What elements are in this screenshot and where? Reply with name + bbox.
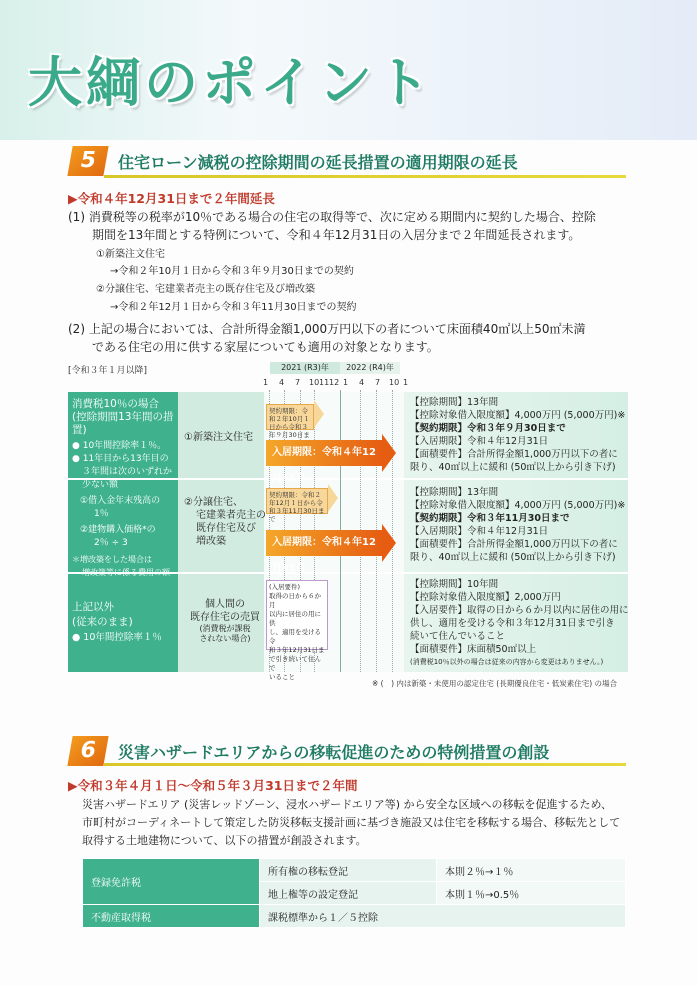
row3-detail: 【面積要件】床面積50㎡以上 bbox=[410, 644, 537, 655]
year-2021: 2021 (R3)年 bbox=[270, 362, 340, 374]
row3-label bbox=[186, 598, 264, 644]
row1-label: ①新築注文住宅 bbox=[184, 432, 253, 443]
row3-req-line: で引き続いて住んで bbox=[269, 655, 321, 672]
row1-detail: 【面積要件】合計所得金額1,000万円以下の者に bbox=[410, 449, 618, 460]
tax-name-cell: 不動産取得税 bbox=[83, 905, 260, 928]
month-scale bbox=[255, 378, 415, 390]
left-top-b2b: ３年間は次のいずれか bbox=[82, 467, 173, 477]
row2-detail: 【控除対象借入限度額】4,000万円 (5,000万円)※ bbox=[410, 500, 626, 511]
row3-detail: 【控除期間】10年間 bbox=[410, 579, 499, 590]
section-6-p2: 市町村がコーディネートして策定した防災移転支援計画に基づき施設又は住宅を移転する場合、移転先として bbox=[82, 816, 621, 829]
section-6-title: 災害ハザードエリアからの移転促進のための特例措置の創設 bbox=[118, 743, 550, 762]
row1-details bbox=[410, 396, 625, 474]
item2-label: ②分譲住宅、宅建業者売主の既存住宅及び増改築 bbox=[96, 284, 315, 295]
left-top-b1: ● 10年間控除率１％。 bbox=[72, 441, 167, 451]
row3-label-line: 個人間の bbox=[205, 599, 245, 610]
table-row bbox=[83, 859, 626, 882]
item2-period: →令和２年12月１日から令和３年11月30日までの契約 bbox=[110, 302, 357, 313]
row3-note-line: (消費税が課税 bbox=[199, 624, 251, 633]
section-6-p3: 取得する土地建物について、以下の措置が創設されます。 bbox=[82, 834, 367, 847]
left-top-b2c: 少ない額 bbox=[82, 480, 119, 490]
row1-detail: 【契約期限】令和３年９月30日まで bbox=[410, 423, 566, 434]
left-top-n2: 増改築等に係る費用の額 bbox=[82, 568, 170, 577]
month-tick: 10 bbox=[389, 378, 400, 387]
left-bottom-b1: ● 10年間控除率１％ bbox=[72, 632, 162, 643]
item-cell: 課税標準から１／５控除 bbox=[260, 905, 626, 928]
row3-req-line: いること bbox=[269, 673, 295, 681]
tax-name-cell: 登録免許税 bbox=[83, 859, 260, 905]
section-6-subheading: ▶令和３年４月１日～令和５年３月31日まで２年間 bbox=[68, 778, 358, 793]
row3-detail: 続いて住んでいること bbox=[410, 631, 506, 642]
row3-detail: 供し、適用を受ける令和３年12月31日まで引き bbox=[410, 618, 615, 629]
section-5-p2-line1: (2) 上記の場合においては、合計所得金額1,000万円以下の者について床面積40㎡以上50㎡未満 bbox=[68, 322, 586, 336]
month-tick: 11 bbox=[319, 378, 330, 387]
left-bottom-title2: (従来のまま) bbox=[72, 616, 133, 628]
left-top-n1: ＊増改築をした場合は bbox=[72, 555, 152, 564]
table5-footnote: ※ ( ) 内は新築・未使用の認定住宅 (長期優良住宅・低炭素住宅) の場合 bbox=[372, 679, 618, 688]
row1-detail: 限り、40㎡以上に緩和 (50㎡以上から引き下げ) bbox=[410, 462, 616, 473]
date-note: [令和３年１月以降] bbox=[68, 366, 148, 376]
row3-detail-note: (消費税10％以外の場合は従来の内容から変更はありません。) bbox=[410, 658, 604, 666]
section-5-p2-line2: である住宅の用に供する家屋についても適用の対象となります。 bbox=[92, 340, 439, 354]
left-top-c2a: ②建物購入価格*の bbox=[80, 525, 156, 535]
item-cell: 地上権等の設定登記 bbox=[260, 882, 437, 905]
row2-label-line: ②分譲住宅、 bbox=[184, 497, 243, 508]
month-tick: 7 bbox=[295, 378, 301, 387]
row2-detail: 【控除期間】13年間 bbox=[410, 487, 499, 498]
row3-label-line: 既存住宅の売買 bbox=[190, 612, 260, 623]
row3-req-line: 取得の日から６か月 bbox=[269, 592, 321, 609]
section-5-underline bbox=[104, 175, 626, 178]
row2-label bbox=[184, 496, 266, 548]
row2-label-line: 増改築 bbox=[196, 536, 226, 547]
rate-cell: 本則２％→１％ bbox=[437, 859, 626, 882]
row2-detail: 【契約期限】令和３年11月30日まで bbox=[410, 513, 570, 524]
page-title: 大綱のポイント bbox=[28, 51, 434, 114]
row1-move-arrow: 入居期限：令和４年12月31日 bbox=[266, 440, 382, 466]
row1-detail: 【控除対象借入限度額】4,000万円 (5,000万円)※ bbox=[410, 410, 626, 421]
section-5-subheading: ▶令和４年12月31日まで２年間延長 bbox=[68, 191, 275, 206]
row3-requirement-box bbox=[266, 580, 328, 681]
month-tick: 4 bbox=[359, 378, 365, 387]
month-tick: 1 bbox=[343, 378, 349, 387]
row2-details bbox=[410, 486, 625, 564]
left-bottom-text bbox=[72, 600, 162, 645]
row3-details bbox=[410, 578, 629, 669]
left-top-c1b: 1％ bbox=[94, 509, 109, 519]
row2-detail: 限り、40㎡以上に緩和 (50㎡以上から引き下げ) bbox=[410, 552, 616, 563]
row1-detail: 【入居期限】令和４年12月31日 bbox=[410, 436, 549, 447]
month-tick: 10 bbox=[309, 378, 320, 387]
left-top-title2: (控除期間13年間の措置) bbox=[72, 411, 174, 436]
month-tick: 7 bbox=[375, 378, 381, 387]
item-cell: 所有権の移転登記 bbox=[260, 859, 437, 882]
row3-req-line: 和３年12月31日ま bbox=[269, 646, 325, 654]
row2-label-line: 宅建業者売主の bbox=[196, 510, 266, 521]
row3-req-line: し、適用を受ける令 bbox=[269, 628, 321, 645]
item1-period: →令和２年10月１日から令和３年９月30日までの契約 bbox=[110, 266, 354, 277]
row3-note-line: されない場合) bbox=[199, 634, 251, 643]
row3-detail: 【控除対象借入限度額】2,000万円 bbox=[410, 592, 561, 603]
tax-measures-table bbox=[82, 858, 626, 928]
table-row bbox=[83, 905, 626, 928]
month-tick: 1 bbox=[403, 378, 409, 387]
row2-detail: 【入居期限】令和４年12月31日 bbox=[410, 526, 549, 537]
month-tick: 4 bbox=[279, 378, 285, 387]
section-6-number: 6 bbox=[67, 736, 108, 766]
row1-contract-arrow: 契約期限：令和２年10月１日から令和３年９月30日ま bbox=[266, 404, 314, 430]
section-6-p1: 災害ハザードエリア (災害レッドゾーン、浸水ハザードエリア等) から安全な区域への移転を促進するため、 bbox=[82, 798, 613, 811]
row2-contract-arrow: 契約期限：令和２年12月１日から令和３年11月30日まで bbox=[266, 488, 328, 514]
left-top-c1a: ①借入金年末残高の bbox=[80, 496, 161, 506]
section-5-p1-line1: (1) 消費税等の税率が10％である場合の住宅の取得等で、次に定める期間内に契約した場合、控除 bbox=[68, 210, 596, 224]
row3-req-line: 以内に居住の用に供 bbox=[269, 610, 321, 627]
item1-label: ①新築注文住宅 bbox=[96, 249, 165, 260]
month-tick: 12 bbox=[329, 378, 340, 387]
left-top-b2a: ● 11年目から13年目の bbox=[72, 454, 169, 464]
row2-label-line: 既存住宅及び bbox=[196, 523, 256, 534]
section-5-p1-line2: 期間を13年間とする特例について、令和４年12月31日の入居分まで２年間延長されます。 bbox=[92, 228, 581, 242]
row2-detail: 【面積要件】合計所得金額1,000万円以下の者に bbox=[410, 539, 618, 550]
row1-detail: 【控除期間】13年間 bbox=[410, 397, 499, 408]
month-tick: 1 bbox=[263, 378, 269, 387]
left-bottom-title1: 上記以外 bbox=[72, 601, 114, 613]
rate-cell: 本則１％→0.5％ bbox=[437, 882, 626, 905]
section-5-number: 5 bbox=[67, 146, 108, 176]
row2-move-arrow: 入居期限：令和４年12月31日 bbox=[266, 530, 382, 556]
left-top-title1: 消費税10％の場合 bbox=[72, 398, 159, 410]
row3-req-line: (入居要件) bbox=[269, 583, 301, 591]
section-6-underline bbox=[104, 763, 626, 766]
left-top-text bbox=[72, 398, 176, 579]
year-2022: 2022 (R4)年 bbox=[340, 362, 400, 374]
section-5-title: 住宅ローン減税の控除期間の延長措置の適用期限の延長 bbox=[118, 153, 518, 172]
row3-detail: 【入居要件】取得の日から６か月以内に居住の用に bbox=[410, 605, 629, 616]
left-top-c2b: 2％ ÷ 3 bbox=[94, 538, 128, 548]
